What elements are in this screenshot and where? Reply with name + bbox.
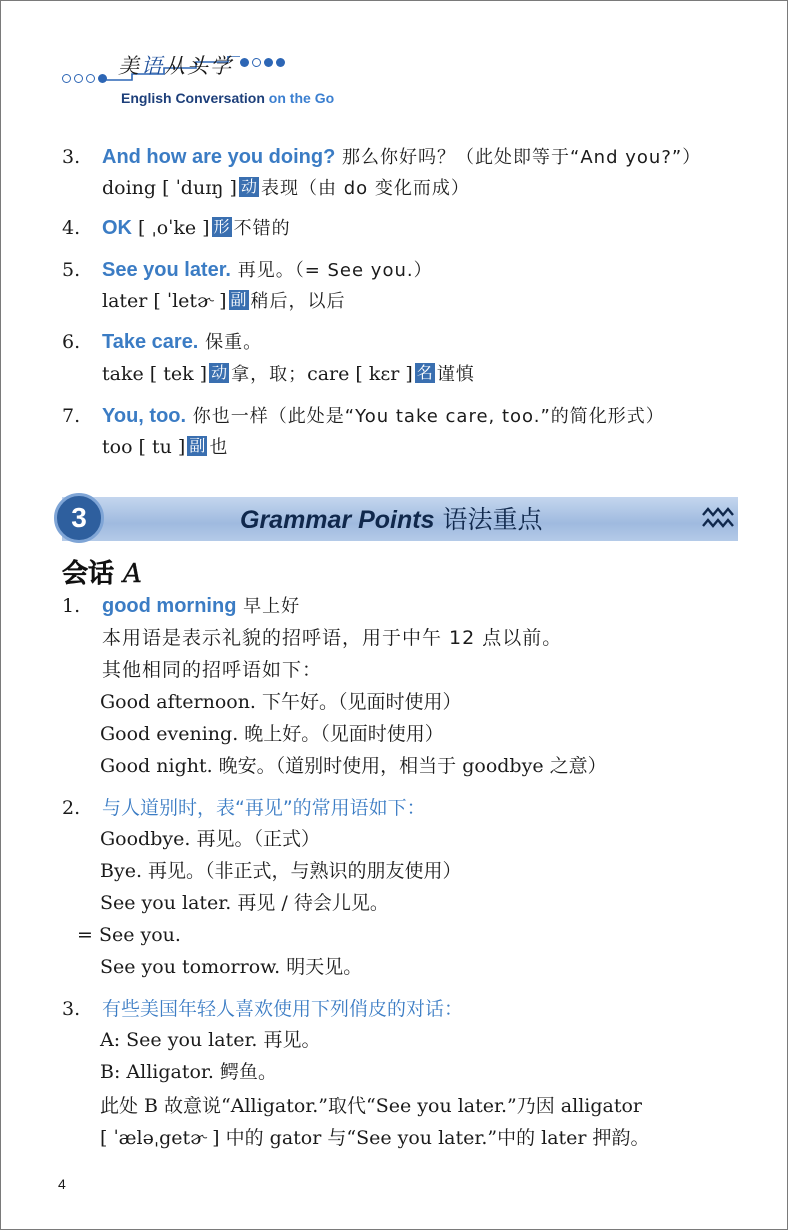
grammar-line: Good evening. 晚上好。（见面时使用） bbox=[100, 723, 444, 745]
vocab-entry-5: 5. See you later. 再见。（= See you.） bbox=[62, 259, 433, 281]
book-title: 美语从头学 bbox=[118, 54, 233, 78]
vocab-entry-6-word: take [ tek ] 动 拿，取；care [ kɛr ] 名 谨慎 bbox=[102, 363, 475, 385]
pos-tag: 动 bbox=[211, 363, 228, 382]
grammar-point-2-title: 2. 与人道别时，表“再见”的常用语如下： bbox=[62, 797, 426, 819]
pos-tag: 动 bbox=[240, 177, 257, 196]
pos-tag: 副 bbox=[189, 436, 206, 455]
vocab-entry-4: 4. OK [ ˌoˈke ] 形 不错的 bbox=[62, 217, 291, 239]
vocab-entry-7: 7. You, too. 你也一样（此处是“You take care, too.”的简化形式） bbox=[62, 405, 665, 427]
pos-tag: 副 bbox=[230, 290, 247, 309]
page-number: 4 bbox=[58, 1176, 66, 1192]
header-dots-left bbox=[62, 68, 110, 87]
grammar-line: Goodbye. 再见。（正式） bbox=[100, 828, 320, 850]
vocab-entry-6: 6. Take care. 保重。 bbox=[62, 331, 263, 353]
vocab-entry-3-word: doing [ ˈduɪŋ ] 动 表现（由 do 变化而成） bbox=[102, 177, 470, 199]
grammar-line: 其他相同的招呼语如下： bbox=[102, 659, 323, 681]
pos-tag: 名 bbox=[416, 363, 433, 382]
vocab-entry-7-word: too [ tu ] 副 也 bbox=[102, 436, 229, 458]
section-title: Grammar Points 语法重点 bbox=[240, 505, 543, 534]
grammar-line: Good night. 晚安。（道别时使用，相当于 goodbye 之意） bbox=[100, 755, 607, 777]
grammar-line: See you later. 再见 / 待会儿见。 bbox=[100, 892, 389, 914]
grammar-line: [ ˈæləˌgetɚ ] 中的 gator 与“See you later.”中的 later 押韵。 bbox=[100, 1127, 650, 1149]
grammar-point-1-title: 1. good morning 早上好 bbox=[62, 595, 301, 617]
grammar-line: Good afternoon. 下午好。（见面时使用） bbox=[100, 691, 462, 713]
header-dots-right bbox=[240, 52, 288, 71]
aquarius-wave-icon bbox=[702, 507, 734, 529]
grammar-line: 此处 B 故意说“Alligator.”取代“See you later.”乃因 alligator bbox=[100, 1095, 643, 1117]
vocab-entry-3: 3. And how are you doing? 那么你好吗？（此处即等于“And you?”） bbox=[62, 146, 702, 168]
grammar-line: Bye. 再见。（非正式，与熟识的朋友使用） bbox=[100, 860, 462, 882]
grammar-point-3-title: 3. 有些美国年轻人喜欢使用下列俏皮的对话： bbox=[62, 998, 464, 1020]
grammar-line: 本用语是表示礼貌的招呼语，用于中午 12 点以前。 bbox=[102, 627, 563, 649]
vocab-entry-5-word: later [ ˈletɚ ] 副 稍后，以后 bbox=[102, 290, 346, 312]
dialog-label: 会话 A bbox=[62, 559, 142, 589]
running-header bbox=[62, 44, 482, 114]
section-number-badge: 3 bbox=[54, 493, 104, 543]
pos-tag: 形 bbox=[213, 217, 230, 236]
grammar-line: See you tomorrow. 明天见。 bbox=[100, 956, 363, 978]
grammar-line: A: See you later. 再见。 bbox=[100, 1029, 321, 1051]
grammar-line: = See you. bbox=[77, 924, 181, 946]
grammar-line: B: Alligator. 鳄鱼。 bbox=[100, 1061, 277, 1083]
book-subtitle: English Conversation on the Go bbox=[121, 90, 335, 106]
